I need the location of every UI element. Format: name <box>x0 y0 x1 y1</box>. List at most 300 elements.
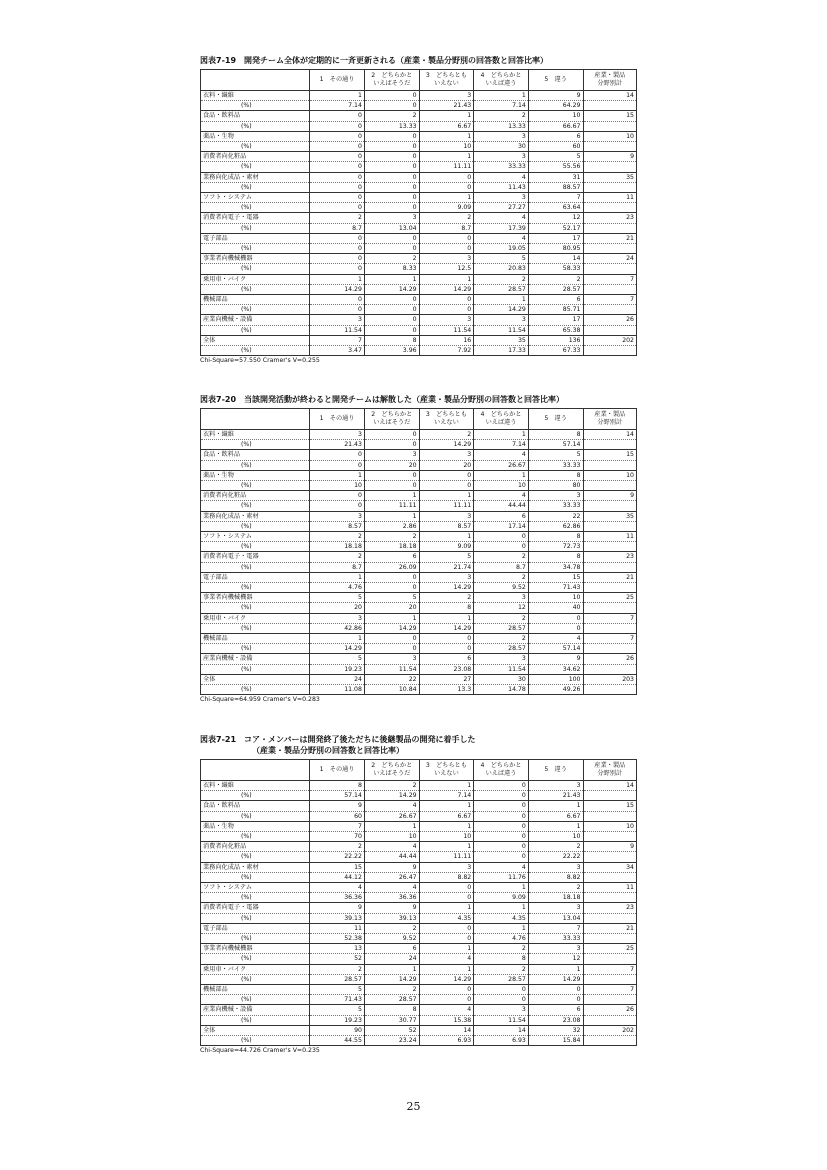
category-label: 消費者向電子・電器 <box>201 213 310 223</box>
count-row <box>201 111 637 121</box>
percent-cell: 11.54 <box>474 1015 529 1025</box>
count-cell: 0 <box>364 233 419 243</box>
percent-cell: 0 <box>310 244 365 254</box>
percent-cell: 70 <box>310 832 365 842</box>
percent-cell: 0 <box>364 142 419 152</box>
count-cell: 10 <box>583 131 637 141</box>
percent-cell: 7.92 <box>419 346 474 356</box>
percent-label: (%) <box>201 872 310 882</box>
percent-cell: 0 <box>528 995 583 1005</box>
count-cell: 14 <box>474 1025 529 1035</box>
percent-cell: 72.73 <box>528 542 583 552</box>
count-cell: 1 <box>419 491 474 501</box>
count-row <box>201 213 637 223</box>
count-row <box>201 193 637 203</box>
percent-cell: 10 <box>310 481 365 491</box>
count-cell: 3 <box>419 315 474 325</box>
category-label: 消費者向化粧品 <box>201 152 310 162</box>
category-label: 衣料・繊維 <box>201 430 310 440</box>
count-cell: 0 <box>310 450 365 460</box>
percent-cell: 26.67 <box>474 460 529 470</box>
percent-row <box>201 244 637 254</box>
percent-cell: 11.76 <box>474 872 529 882</box>
category-label: ソフト・システム <box>201 193 310 203</box>
count-row <box>201 315 637 325</box>
percent-cell <box>583 542 637 552</box>
percent-cell: 0 <box>474 852 529 862</box>
percent-row <box>201 460 637 470</box>
count-cell: 7 <box>528 923 583 933</box>
count-cell: 26 <box>583 1005 637 1015</box>
percent-cell: 10 <box>419 832 474 842</box>
category-label: 衣料・繊維 <box>201 781 310 791</box>
percent-label: (%) <box>201 284 310 294</box>
percent-label: (%) <box>201 583 310 593</box>
category-label: 機械部品 <box>201 985 310 995</box>
percent-cell: 13.33 <box>364 121 419 131</box>
count-row <box>201 903 637 913</box>
count-cell: 7 <box>583 634 637 644</box>
percent-label: (%) <box>201 440 310 450</box>
percent-row <box>201 995 637 1005</box>
count-cell: 202 <box>583 1025 637 1035</box>
percent-cell: 10.84 <box>364 685 419 695</box>
percent-cell <box>583 203 637 213</box>
count-cell: 3 <box>474 131 529 141</box>
percent-cell: 85.71 <box>528 305 583 315</box>
percent-label: (%) <box>201 603 310 613</box>
count-cell: 1 <box>474 883 529 893</box>
count-cell: 3 <box>474 152 529 162</box>
percent-cell: 0 <box>364 101 419 111</box>
percent-cell: 0 <box>419 995 474 1005</box>
count-cell: 7 <box>583 613 637 623</box>
percent-cell: 0 <box>364 305 419 315</box>
count-cell: 2 <box>474 111 529 121</box>
percent-cell: 10 <box>419 142 474 152</box>
percent-cell: 4.35 <box>474 913 529 923</box>
percent-cell: 4.35 <box>419 913 474 923</box>
count-cell: 0 <box>364 315 419 325</box>
category-label: 食品・飲料品 <box>201 801 310 811</box>
percent-cell: 60 <box>528 142 583 152</box>
column-header: 2 どちらかと いえばそうだ <box>364 409 419 430</box>
count-cell: 1 <box>364 491 419 501</box>
percent-label: (%) <box>201 203 310 213</box>
percent-cell: 0 <box>310 264 365 274</box>
percent-cell <box>583 623 637 633</box>
percent-cell: 0 <box>364 203 419 213</box>
count-cell: 6 <box>474 511 529 521</box>
count-cell: 1 <box>419 781 474 791</box>
percent-cell: 0 <box>364 440 419 450</box>
percent-cell: 22.22 <box>528 852 583 862</box>
percent-row <box>201 182 637 192</box>
percent-cell <box>583 501 637 511</box>
percent-cell <box>583 481 637 491</box>
percent-cell: 44.55 <box>310 1036 365 1046</box>
percent-cell <box>583 934 637 944</box>
percent-row <box>201 121 637 131</box>
count-cell: 0 <box>474 842 529 852</box>
count-cell: 0 <box>364 131 419 141</box>
percent-cell: 8.82 <box>419 872 474 882</box>
count-cell: 1 <box>528 801 583 811</box>
count-cell: 3 <box>310 511 365 521</box>
count-cell: 3 <box>310 613 365 623</box>
count-row <box>201 172 637 182</box>
count-cell: 11 <box>310 923 365 933</box>
percent-cell: 0 <box>364 162 419 172</box>
percent-cell: 34.78 <box>528 562 583 572</box>
percent-label: (%) <box>201 954 310 964</box>
count-cell: 14 <box>528 254 583 264</box>
percent-cell: 9.52 <box>364 934 419 944</box>
count-cell: 6 <box>528 1005 583 1015</box>
percent-cell <box>583 162 637 172</box>
percent-cell: 0 <box>419 934 474 944</box>
percent-row <box>201 542 637 552</box>
count-cell: 0 <box>419 470 474 480</box>
percent-label: (%) <box>201 644 310 654</box>
count-cell: 3 <box>310 315 365 325</box>
percent-cell: 10 <box>528 832 583 842</box>
percent-cell: 71.43 <box>528 583 583 593</box>
percent-label: (%) <box>201 460 310 470</box>
percent-cell: 21.43 <box>528 791 583 801</box>
percent-cell: 60 <box>310 811 365 821</box>
count-cell: 100 <box>528 674 583 684</box>
count-row <box>201 430 637 440</box>
category-label: 事業者向機械機器 <box>201 593 310 603</box>
category-label: 全体 <box>201 335 310 345</box>
percent-cell <box>583 913 637 923</box>
percent-label: (%) <box>201 664 310 674</box>
header-row <box>201 409 637 430</box>
column-header: 4 どちらかと いえば違う <box>474 70 529 91</box>
count-cell: 1 <box>310 470 365 480</box>
count-cell: 8 <box>528 552 583 562</box>
count-cell: 7 <box>310 821 365 831</box>
percent-row <box>201 893 637 903</box>
percent-cell: 19.05 <box>474 244 529 254</box>
percent-cell: 33.33 <box>474 162 529 172</box>
percent-row <box>201 872 637 882</box>
count-cell: 5 <box>528 152 583 162</box>
count-cell: 2 <box>474 964 529 974</box>
count-cell: 30 <box>474 674 529 684</box>
count-cell: 4 <box>364 842 419 852</box>
category-label: 乗用車・バイク <box>201 964 310 974</box>
count-cell: 23 <box>583 552 637 562</box>
category-label: 薬品・生物 <box>201 470 310 480</box>
percent-cell: 11.43 <box>474 182 529 192</box>
percent-cell: 8.7 <box>310 223 365 233</box>
percent-cell: 15.84 <box>528 1036 583 1046</box>
count-cell: 12 <box>528 213 583 223</box>
percent-cell: 6.67 <box>419 121 474 131</box>
count-cell: 3 <box>310 430 365 440</box>
count-cell: 2 <box>364 985 419 995</box>
percent-label: (%) <box>201 893 310 903</box>
count-cell: 32 <box>528 1025 583 1035</box>
percent-cell: 23.08 <box>528 1015 583 1025</box>
percent-cell: 10 <box>474 481 529 491</box>
column-header: 産業・製品 分野別計 <box>583 70 637 91</box>
count-cell: 26 <box>583 315 637 325</box>
percent-cell: 0 <box>310 460 365 470</box>
count-cell: 10 <box>528 111 583 121</box>
count-row <box>201 295 637 305</box>
count-cell: 4 <box>474 172 529 182</box>
percent-label: (%) <box>201 264 310 274</box>
percent-row <box>201 913 637 923</box>
percent-cell <box>583 223 637 233</box>
count-cell: 0 <box>474 532 529 542</box>
count-cell: 2 <box>310 964 365 974</box>
count-row <box>201 1025 637 1035</box>
count-row <box>201 552 637 562</box>
count-row <box>201 862 637 872</box>
count-cell: 2 <box>310 552 365 562</box>
count-cell: 0 <box>419 634 474 644</box>
percent-cell <box>583 644 637 654</box>
percent-cell: 13.04 <box>364 223 419 233</box>
count-cell: 13 <box>310 944 365 954</box>
percent-cell: 23.24 <box>364 1036 419 1046</box>
count-cell: 10 <box>528 593 583 603</box>
percent-cell <box>583 521 637 531</box>
percent-label: (%) <box>201 305 310 315</box>
column-header: 5 違う <box>528 760 583 781</box>
count-cell: 0 <box>310 193 365 203</box>
percent-cell: 11.54 <box>474 664 529 674</box>
column-header: 3 どちらとも いえない <box>419 70 474 91</box>
count-cell: 2 <box>474 572 529 582</box>
percent-cell: 20 <box>419 460 474 470</box>
count-cell: 0 <box>474 781 529 791</box>
percent-cell: 36.36 <box>364 893 419 903</box>
count-cell: 7 <box>310 335 365 345</box>
percent-cell <box>583 142 637 152</box>
percent-cell: 20 <box>364 603 419 613</box>
percent-cell: 80.95 <box>528 244 583 254</box>
count-cell: 6 <box>364 944 419 954</box>
percent-cell: 67.33 <box>528 346 583 356</box>
percent-label: (%) <box>201 913 310 923</box>
percent-label: (%) <box>201 142 310 152</box>
crosstab-table <box>200 69 637 356</box>
percent-label: (%) <box>201 244 310 254</box>
crosstab-table <box>200 408 637 695</box>
count-cell: 11 <box>583 883 637 893</box>
percent-row <box>201 685 637 695</box>
count-cell: 3 <box>528 862 583 872</box>
count-cell: 3 <box>528 491 583 501</box>
percent-cell: 11.08 <box>310 685 365 695</box>
column-header: 産業・製品 分野別計 <box>583 409 637 430</box>
percent-row <box>201 832 637 842</box>
count-cell: 10 <box>583 470 637 480</box>
percent-row <box>201 481 637 491</box>
count-row <box>201 1005 637 1015</box>
percent-cell <box>583 852 637 862</box>
percent-cell: 22.22 <box>310 852 365 862</box>
percent-row <box>201 954 637 964</box>
category-label: 食品・飲料品 <box>201 450 310 460</box>
count-cell: 35 <box>583 172 637 182</box>
count-row <box>201 593 637 603</box>
count-cell: 1 <box>419 944 474 954</box>
column-header: 3 どちらとも いえない <box>419 409 474 430</box>
count-cell: 15 <box>528 572 583 582</box>
count-cell: 1 <box>310 634 365 644</box>
count-cell: 2 <box>419 593 474 603</box>
percent-cell: 6.67 <box>528 811 583 821</box>
count-cell: 0 <box>419 172 474 182</box>
percent-cell: 0 <box>474 811 529 821</box>
percent-cell: 0 <box>419 893 474 903</box>
count-cell: 3 <box>528 944 583 954</box>
percent-cell: 0 <box>364 325 419 335</box>
category-label: 消費者向化粧品 <box>201 842 310 852</box>
percent-cell: 28.57 <box>474 623 529 633</box>
percent-cell: 19.23 <box>310 664 365 674</box>
percent-cell: 28.57 <box>528 284 583 294</box>
percent-cell: 63.64 <box>528 203 583 213</box>
count-cell: 1 <box>474 470 529 480</box>
percent-cell: 18.18 <box>364 542 419 552</box>
count-cell: 5 <box>310 654 365 664</box>
count-cell: 0 <box>364 572 419 582</box>
percent-cell: 7.14 <box>419 791 474 801</box>
count-cell: 9 <box>583 152 637 162</box>
count-cell: 3 <box>528 903 583 913</box>
count-cell: 23 <box>583 213 637 223</box>
percent-cell: 8 <box>419 603 474 613</box>
count-cell: 17 <box>528 315 583 325</box>
percent-row <box>201 791 637 801</box>
percent-cell: 8.57 <box>310 521 365 531</box>
count-cell: 3 <box>419 572 474 582</box>
percent-cell: 8.82 <box>528 872 583 882</box>
count-cell: 1 <box>364 613 419 623</box>
percent-cell: 0 <box>364 583 419 593</box>
percent-cell: 0 <box>310 203 365 213</box>
figure-title: 図表7-20 当該開発活動が終わると開発チームは解散した（産業・製品分野別の回答数と回答比率） <box>200 395 565 404</box>
chi-square-footer: Chi-Square=44.726 Cramer's V=0.235 <box>200 1047 320 1055</box>
count-row <box>201 944 637 954</box>
percent-cell: 52 <box>310 954 365 964</box>
percent-cell: 44.44 <box>364 852 419 862</box>
percent-cell: 14.29 <box>310 644 365 654</box>
count-cell: 7 <box>583 985 637 995</box>
count-cell: 0 <box>419 233 474 243</box>
percent-row <box>201 664 637 674</box>
count-cell: 1 <box>364 274 419 284</box>
count-cell: 15 <box>583 111 637 121</box>
count-cell: 35 <box>474 335 529 345</box>
column-header: 2 どちらかと いえばそうだ <box>364 760 419 781</box>
count-cell: 2 <box>474 552 529 562</box>
category-label: 事業者向機械機器 <box>201 944 310 954</box>
column-header: 1 その通り <box>310 409 365 430</box>
count-cell: 0 <box>364 295 419 305</box>
count-cell: 4 <box>364 801 419 811</box>
count-cell: 16 <box>419 335 474 345</box>
percent-cell <box>583 954 637 964</box>
percent-cell: 52.17 <box>528 223 583 233</box>
percent-cell: 23.08 <box>419 664 474 674</box>
percent-label: (%) <box>201 934 310 944</box>
count-cell: 4 <box>474 862 529 872</box>
count-row <box>201 634 637 644</box>
count-cell: 9 <box>528 654 583 664</box>
count-cell: 25 <box>583 593 637 603</box>
count-cell: 4 <box>474 450 529 460</box>
count-cell: 7 <box>528 193 583 203</box>
percent-cell: 13.04 <box>528 913 583 923</box>
count-cell: 0 <box>364 634 419 644</box>
percent-cell: 0 <box>310 142 365 152</box>
count-cell: 6 <box>528 131 583 141</box>
count-row <box>201 842 637 852</box>
count-cell: 3 <box>364 450 419 460</box>
percent-cell: 19.23 <box>310 1015 365 1025</box>
category-label: 食品・飲料品 <box>201 111 310 121</box>
category-label: 消費者向化粧品 <box>201 491 310 501</box>
percent-row <box>201 264 637 274</box>
count-cell: 0 <box>419 985 474 995</box>
count-cell: 8 <box>310 781 365 791</box>
count-cell: 2 <box>364 532 419 542</box>
count-cell: 9 <box>364 903 419 913</box>
header-row <box>201 70 637 91</box>
count-cell: 2 <box>364 111 419 121</box>
percent-cell <box>583 974 637 984</box>
count-cell: 17 <box>528 233 583 243</box>
count-row <box>201 450 637 460</box>
category-label: 産業向機械・設備 <box>201 315 310 325</box>
chi-square-footer: Chi-Square=57.550 Cramer's V=0.255 <box>200 357 320 365</box>
count-row <box>201 335 637 345</box>
count-cell: 0 <box>310 131 365 141</box>
percent-row <box>201 521 637 531</box>
column-header: 1 その通り <box>310 70 365 91</box>
percent-row <box>201 101 637 111</box>
percent-cell: 24 <box>364 954 419 964</box>
percent-label: (%) <box>201 995 310 1005</box>
count-cell: 1 <box>310 572 365 582</box>
count-cell: 21 <box>583 233 637 243</box>
percent-cell <box>583 583 637 593</box>
percent-cell: 57.14 <box>310 791 365 801</box>
percent-label: (%) <box>201 501 310 511</box>
count-cell: 1 <box>474 91 529 101</box>
category-label: 薬品・生物 <box>201 821 310 831</box>
figure-7-21 <box>200 734 640 1055</box>
count-cell: 1 <box>419 532 474 542</box>
count-cell: 1 <box>419 613 474 623</box>
percent-cell: 0 <box>528 623 583 633</box>
count-cell: 15 <box>583 801 637 811</box>
count-row <box>201 883 637 893</box>
percent-row <box>201 284 637 294</box>
count-cell: 0 <box>419 883 474 893</box>
count-cell: 2 <box>528 274 583 284</box>
percent-label: (%) <box>201 791 310 801</box>
count-row <box>201 491 637 501</box>
